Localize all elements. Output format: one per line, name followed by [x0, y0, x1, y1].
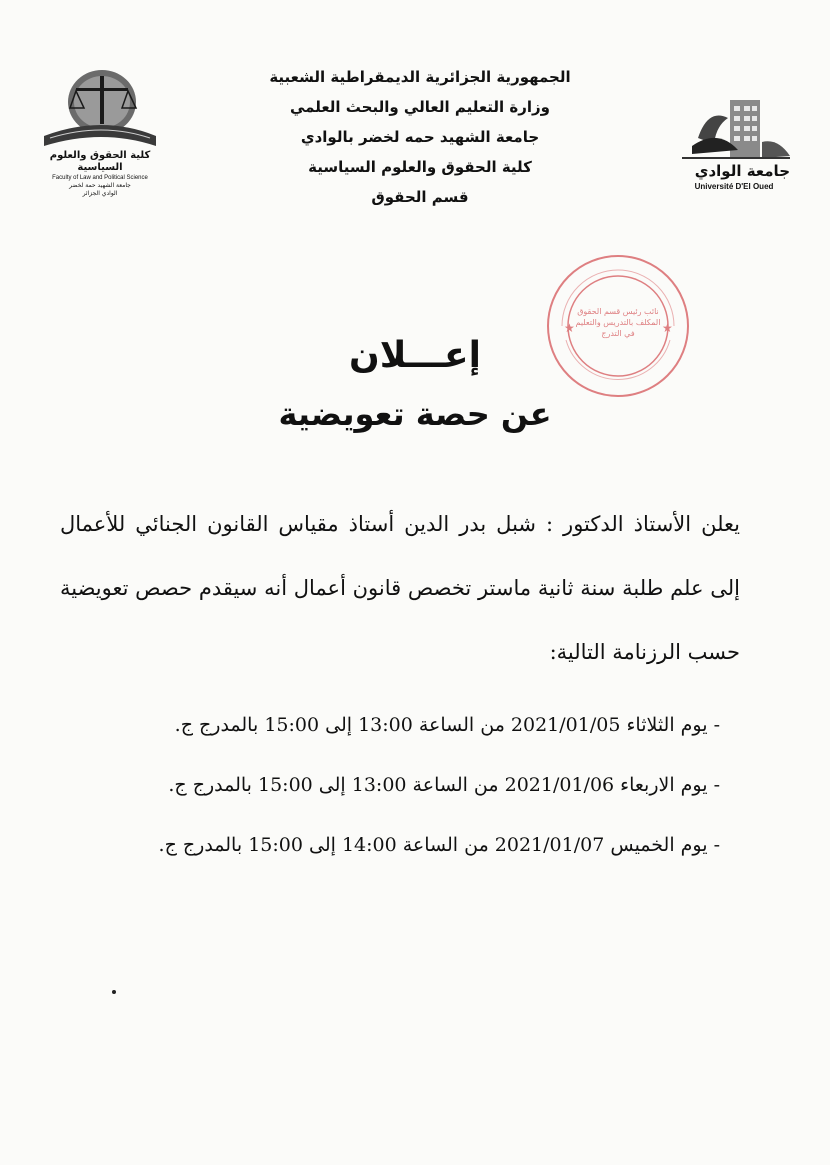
university-logo-en-name: Université D'El Oued	[694, 182, 774, 191]
faculty-logo-ar-sub1: جامعة الشهيد حمة لخضر	[69, 182, 131, 189]
faculty-logo-ar-name: كلية الحقوق والعلوم السياسية	[49, 150, 151, 173]
header-line-faculty: كلية الحقوق والعلوم السياسية	[308, 158, 532, 176]
svg-text:★: ★	[662, 321, 673, 335]
scan-speck	[112, 990, 116, 994]
schedule-list	[120, 695, 720, 875]
faculty-logo	[40, 66, 160, 197]
header-line-republic: الجمهورية الجزائرية الديمقراطية الشعبية	[269, 68, 571, 86]
announcement-body	[60, 492, 740, 684]
stamp-text: نائب رئيس قسم الحقوق المكلف بالتدريس والتعليم في التدرج	[575, 307, 661, 338]
faculty-logo-ar-sub2: الوادي الجزائر	[82, 190, 118, 197]
schedule-item-wednesday: - يوم الاربعاء 2021/01/06 من الساعة 13:00 إلى 15:00 بالمدرج ج.	[168, 774, 720, 796]
schedule-item-tuesday: - يوم الثلاثاء 2021/01/05 من الساعة 13:00 إلى 15:00 بالمدرج ج.	[174, 714, 720, 736]
header-line-ministry: وزارة التعليم العالي والبحث العلمي	[289, 98, 551, 116]
document-header	[250, 62, 590, 212]
schedule-item-thursday: - يوم الخميس 2021/01/07 من الساعة 14:00 إلى 15:00 بالمدرج ج.	[158, 834, 720, 856]
announcement-title: إعـــلان	[349, 335, 481, 376]
faculty-logo-en-name: Faculty of Law and Political Science	[52, 175, 148, 181]
header-line-university: جامعة الشهيد حمه لخضر بالوادي	[300, 128, 540, 146]
announcement-subtitle: عن حصة تعويضية	[278, 395, 552, 433]
announcement-paragraph: يعلن الأستاذ الدكتور : شبل بدر الدين أستاذ مقياس القانون الجنائي للأعمال إلى علم طلبة سنة ثانية ماستر تخصص قانون أعمال أنه سيقدم حصص تعويضية حسب الرزنامة التالية:	[60, 512, 740, 664]
university-logo-ar-name: جامعة الوادي	[694, 162, 790, 180]
svg-text:★: ★	[564, 321, 575, 335]
university-logo	[678, 98, 793, 198]
scales-of-justice-icon	[40, 66, 160, 156]
university-building-icon	[678, 98, 793, 164]
header-line-department: قسم الحقوق	[371, 188, 469, 206]
